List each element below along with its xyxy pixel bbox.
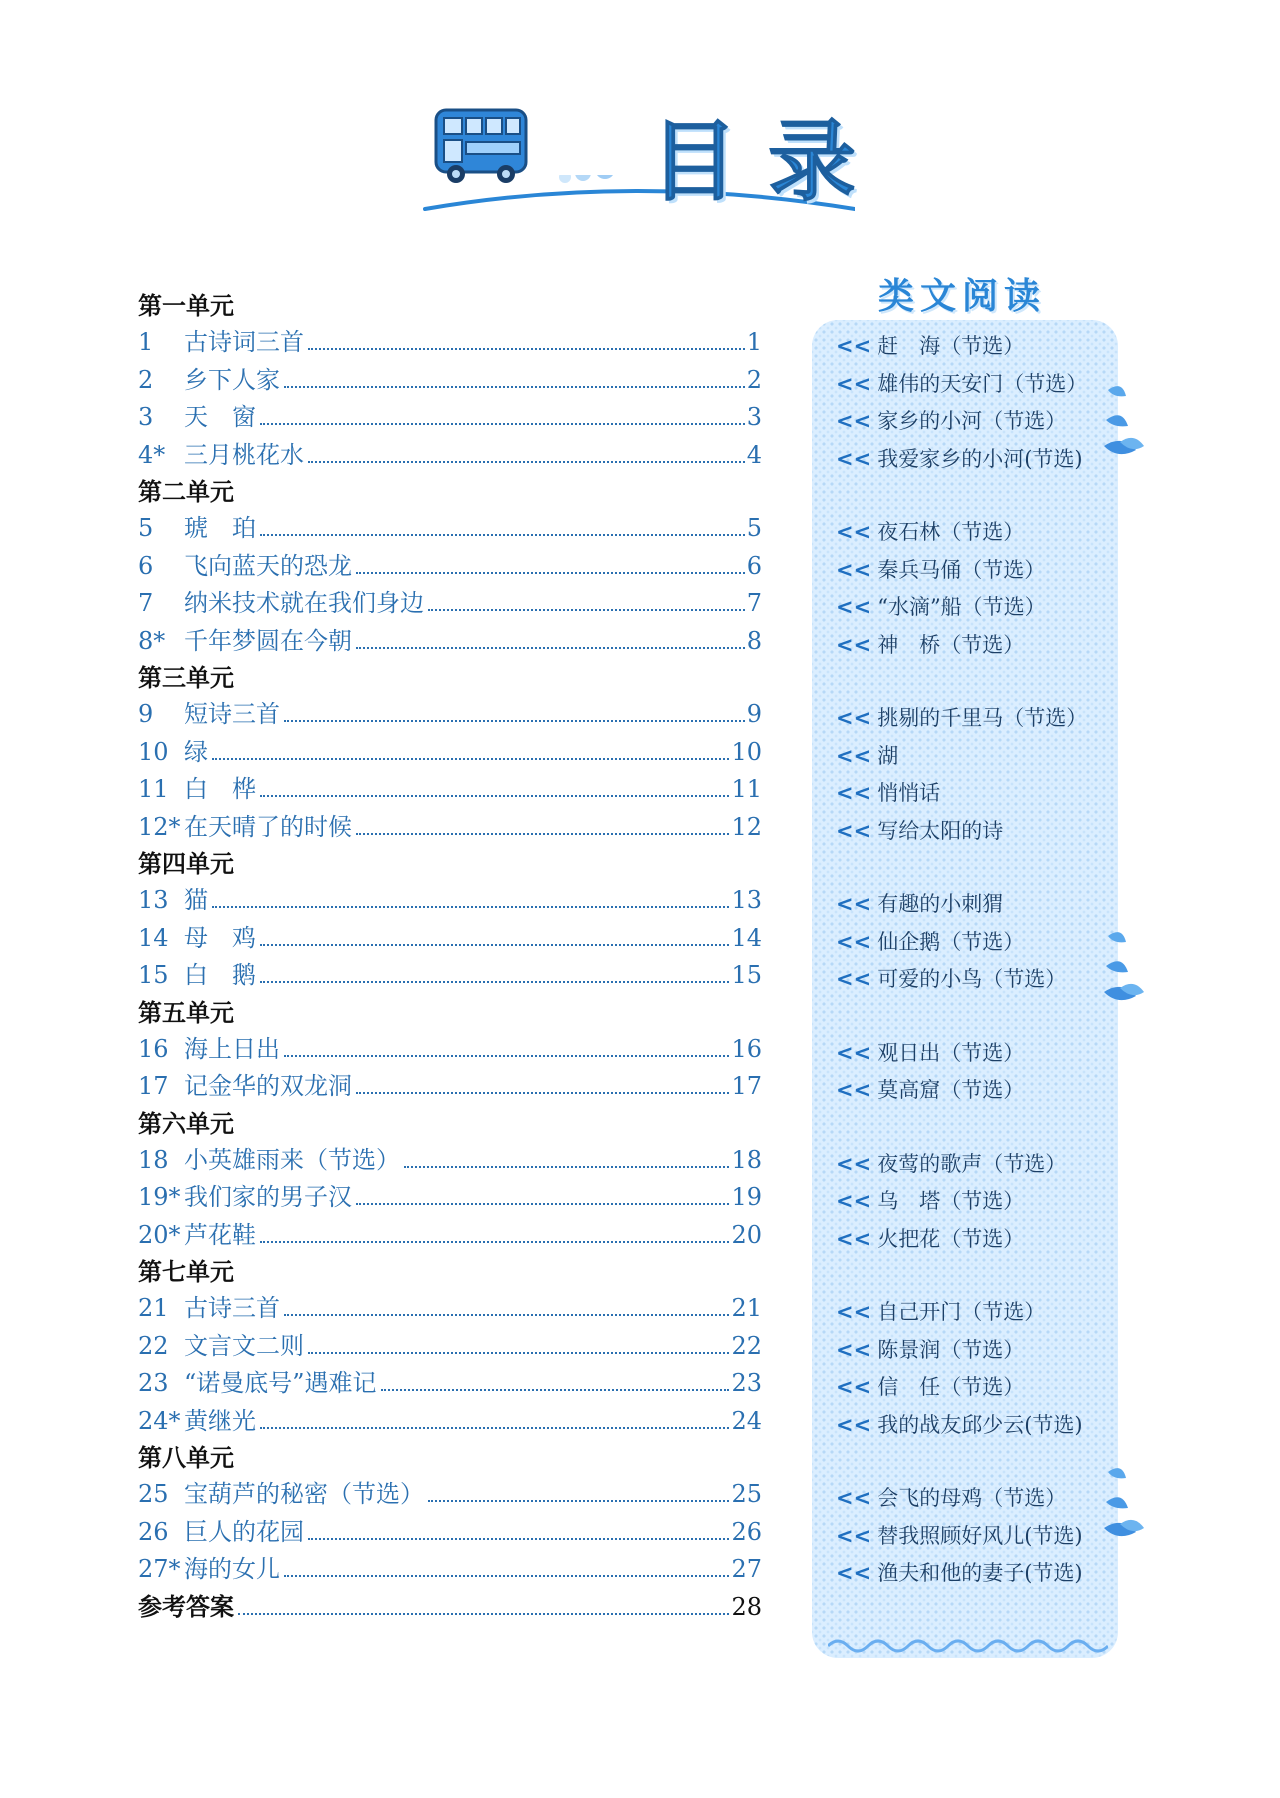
lesson-number: 14 xyxy=(138,923,169,952)
toc-entry[interactable] xyxy=(138,437,762,475)
lesson-number: 17 xyxy=(138,1072,169,1100)
double-chevron-icon: << xyxy=(836,929,872,954)
reading-item[interactable] xyxy=(836,1332,1126,1370)
reading-title: “水滴”船（节选） xyxy=(877,595,1046,619)
page-number: 26 xyxy=(731,1517,762,1546)
toc-entry[interactable] xyxy=(138,1365,762,1403)
toc-entry[interactable] xyxy=(138,1514,762,1552)
reading-title: 仙企鹅（节选） xyxy=(877,929,1025,954)
double-chevron-icon: << xyxy=(836,520,872,544)
lesson-title: 短诗三首 xyxy=(184,700,280,728)
toc-entry[interactable] xyxy=(138,399,762,437)
page-number: 5 xyxy=(746,514,762,542)
dot-leader xyxy=(260,423,745,425)
toc-entry[interactable] xyxy=(138,623,762,661)
reading-title: 家乡的小河（节选） xyxy=(877,409,1067,433)
dot-leader xyxy=(260,944,729,946)
double-chevron-icon: << xyxy=(836,1375,872,1399)
toc-entry[interactable] xyxy=(138,585,762,623)
dot-leader xyxy=(428,609,745,611)
page-number: 6 xyxy=(746,551,762,580)
reading-title: 我的战友邱少云(节选) xyxy=(877,1412,1083,1437)
double-chevron-icon: << xyxy=(836,1040,872,1065)
lesson-title: 海上日出 xyxy=(184,1034,280,1063)
reading-panel-title: 类文阅读 xyxy=(878,276,1047,317)
page-number: 12 xyxy=(731,812,762,841)
lesson-number: 7 xyxy=(138,589,154,617)
lesson-title: 芦花鞋 xyxy=(184,1220,256,1249)
toc-entry[interactable] xyxy=(138,548,762,586)
toc-entry[interactable] xyxy=(138,771,762,809)
page-number: 22 xyxy=(731,1331,762,1360)
reading-title: 渔夫和他的妻子(节选) xyxy=(877,1561,1083,1585)
dot-leader xyxy=(260,981,729,983)
toc-entry[interactable] xyxy=(138,1031,762,1069)
toc-entry[interactable] xyxy=(138,362,762,400)
dot-leader xyxy=(284,386,745,388)
lesson-number: 10 xyxy=(138,737,169,766)
lesson-title: 天 窗 xyxy=(184,403,256,431)
lesson-title: 海的女儿 xyxy=(184,1555,280,1583)
group-spacer xyxy=(836,1258,1126,1294)
reading-item[interactable] xyxy=(836,1555,1126,1593)
leaf-decoration-icon xyxy=(1100,380,1146,464)
double-chevron-icon: << xyxy=(836,1226,872,1251)
toc-entry[interactable] xyxy=(138,809,762,847)
reading-title: 雄伟的天安门（节选） xyxy=(877,371,1088,396)
toc-entry[interactable] xyxy=(138,957,762,995)
group-spacer xyxy=(836,664,1126,700)
reading-item[interactable] xyxy=(836,1072,1126,1110)
double-chevron-icon: << xyxy=(836,967,872,991)
lesson-title: 宝葫芦的秘密（节选） xyxy=(184,1480,424,1508)
double-chevron-icon: << xyxy=(836,1151,872,1176)
page-number: 28 xyxy=(731,1592,762,1621)
lesson-title: 我们家的男子汉 xyxy=(184,1183,352,1211)
lesson-number: 8* xyxy=(138,626,166,655)
reading-item[interactable] xyxy=(836,813,1126,851)
double-chevron-icon: << xyxy=(836,1189,872,1213)
double-chevron-icon: << xyxy=(836,446,872,471)
lesson-number: 26 xyxy=(138,1517,169,1546)
lesson-title: “诺曼底号”遇难记 xyxy=(184,1369,377,1397)
lesson-number: 23 xyxy=(138,1369,169,1397)
lesson-number: 4* xyxy=(138,440,166,469)
dot-leader xyxy=(308,461,745,463)
double-chevron-icon: << xyxy=(836,706,872,730)
table-of-contents xyxy=(138,288,762,1626)
reading-title: 火把花（节选） xyxy=(877,1226,1025,1251)
dot-leader xyxy=(308,1352,729,1354)
reading-item[interactable] xyxy=(836,1518,1126,1556)
lesson-number: 15 xyxy=(138,961,169,989)
page-number: 11 xyxy=(731,775,762,803)
reading-item[interactable] xyxy=(836,1035,1126,1073)
dot-leader xyxy=(308,348,745,350)
lesson-title: 千年梦圆在今朝 xyxy=(184,626,352,655)
page-number: 15 xyxy=(731,961,762,989)
lesson-title: 纳米技术就在我们身边 xyxy=(184,589,424,617)
double-chevron-icon: << xyxy=(836,595,872,619)
dot-leader xyxy=(284,1575,729,1577)
dot-leader xyxy=(260,1427,729,1429)
page-number: 21 xyxy=(731,1294,762,1322)
group-spacer xyxy=(836,1110,1126,1146)
reading-title: 写给太阳的诗 xyxy=(877,818,1004,843)
group-spacer xyxy=(836,478,1126,514)
dot-leader xyxy=(308,1538,729,1540)
reading-item[interactable] xyxy=(836,886,1126,924)
lesson-title: 白 桦 xyxy=(184,775,256,803)
reading-title: 乌 塔（节选） xyxy=(877,1189,1025,1213)
reading-title: 秦兵马俑（节选） xyxy=(877,557,1046,582)
lesson-title: 古诗三首 xyxy=(184,1294,280,1322)
reading-title: 替我照顾好风儿(节选) xyxy=(877,1523,1083,1548)
double-chevron-icon: << xyxy=(836,632,872,657)
lesson-number: 25 xyxy=(138,1480,169,1508)
page-number: 17 xyxy=(731,1072,762,1100)
lesson-title: 白 鹅 xyxy=(184,961,256,989)
dot-leader xyxy=(260,795,729,797)
double-chevron-icon: << xyxy=(836,1078,872,1102)
toc-entry[interactable] xyxy=(138,1142,762,1180)
dot-leader xyxy=(356,572,745,574)
double-chevron-icon: << xyxy=(836,557,872,582)
lesson-title: 绿 xyxy=(184,737,208,766)
reading-title: 挑剔的千里马（节选） xyxy=(877,706,1088,730)
lesson-number: 3 xyxy=(138,403,154,431)
reading-title: 陈景润（节选） xyxy=(877,1337,1025,1362)
dot-leader xyxy=(212,906,729,908)
double-chevron-icon: << xyxy=(836,1300,872,1324)
lesson-number: 5 xyxy=(138,514,154,542)
page-number: 7 xyxy=(746,589,762,617)
reading-title: 观日出（节选） xyxy=(877,1040,1025,1065)
toc-entry[interactable] xyxy=(138,1551,762,1589)
double-chevron-icon: << xyxy=(836,1412,872,1437)
lesson-number: 21 xyxy=(138,1294,169,1322)
lesson-title: 三月桃花水 xyxy=(184,440,304,469)
reading-title: 自己开门（节选） xyxy=(877,1300,1046,1324)
dot-leader xyxy=(284,720,745,722)
reading-item[interactable] xyxy=(836,1183,1126,1221)
reading-title: 莫高窟（节选） xyxy=(877,1078,1025,1102)
page-number: 3 xyxy=(746,403,762,431)
reading-item[interactable] xyxy=(836,924,1126,962)
lesson-title: 古诗词三首 xyxy=(184,328,304,356)
double-chevron-icon: << xyxy=(836,1561,872,1585)
reading-title: 信 任（节选） xyxy=(877,1375,1025,1399)
answers-entry[interactable] xyxy=(138,1589,762,1627)
lesson-number: 12* xyxy=(138,812,181,841)
group-spacer xyxy=(836,850,1126,886)
page-number: 14 xyxy=(731,923,762,952)
lesson-title: 黄继光 xyxy=(184,1406,256,1435)
toc-entry[interactable] xyxy=(138,920,762,958)
leaf-decoration-icon xyxy=(1100,1462,1146,1546)
lesson-number: 9 xyxy=(138,700,154,728)
lesson-title: 记金华的双龙洞 xyxy=(184,1072,352,1100)
reading-title: 悄悄话 xyxy=(877,781,941,805)
toc-entry[interactable] xyxy=(138,1179,762,1217)
page-number: 4 xyxy=(746,440,762,469)
reading-item[interactable] xyxy=(836,1369,1126,1407)
lesson-title: 小英雄雨来（节选） xyxy=(184,1145,400,1174)
unit-heading: 第三单元 xyxy=(138,664,234,692)
lesson-number: 6 xyxy=(138,551,154,580)
toc-entry[interactable] xyxy=(138,1328,762,1366)
unit-heading: 第六单元 xyxy=(138,1109,234,1138)
reading-item[interactable] xyxy=(836,1480,1126,1518)
page-number: 16 xyxy=(731,1034,762,1063)
page-number: 13 xyxy=(731,886,762,914)
reading-item[interactable] xyxy=(836,1146,1126,1184)
dot-leader xyxy=(284,1055,729,1057)
lesson-number: 11 xyxy=(138,775,169,803)
toc-entry[interactable] xyxy=(138,696,762,734)
lesson-number: 18 xyxy=(138,1145,169,1174)
page-number: 18 xyxy=(731,1145,762,1174)
unit-heading: 第四单元 xyxy=(138,850,234,878)
unit-heading: 第二单元 xyxy=(138,478,234,506)
reading-item[interactable] xyxy=(836,328,1126,366)
double-chevron-icon: << xyxy=(836,892,872,916)
reading-item[interactable] xyxy=(836,1294,1126,1332)
reading-title: 我爱家乡的小河(节选) xyxy=(877,446,1083,471)
reading-title: 夜莺的歌声（节选） xyxy=(877,1151,1067,1176)
dot-leader xyxy=(428,1500,729,1502)
lesson-title: 文言文二则 xyxy=(184,1331,304,1360)
reading-title: 会飞的母鸡（节选） xyxy=(877,1486,1067,1510)
double-chevron-icon: << xyxy=(836,818,872,843)
double-chevron-icon: << xyxy=(836,1337,872,1362)
lesson-number: 22 xyxy=(138,1331,169,1360)
bus-icon xyxy=(432,106,532,186)
dot-leader xyxy=(356,647,745,649)
page-number: 27 xyxy=(731,1555,762,1583)
toc-entry[interactable] xyxy=(138,324,762,362)
page-number: 23 xyxy=(731,1369,762,1397)
reading-item[interactable] xyxy=(836,514,1126,552)
dot-leader xyxy=(212,758,729,760)
double-chevron-icon: << xyxy=(836,334,872,358)
group-spacer xyxy=(836,1444,1126,1480)
lesson-number: 19* xyxy=(138,1183,181,1211)
unit-heading: 第七单元 xyxy=(138,1258,234,1286)
toc-entry[interactable] xyxy=(138,882,762,920)
page-number: 1 xyxy=(746,328,762,356)
lesson-number: 24* xyxy=(138,1406,181,1435)
leaf-decoration-icon xyxy=(1100,926,1146,1010)
lesson-number: 1 xyxy=(138,328,154,356)
reading-title: 湖 xyxy=(877,743,899,768)
dot-leader xyxy=(356,1092,729,1094)
reading-title: 赶 海（节选） xyxy=(877,334,1025,358)
reading-title: 夜石林（节选） xyxy=(877,520,1025,544)
lesson-title: 母 鸡 xyxy=(184,923,256,952)
page-number: 10 xyxy=(731,737,762,766)
lesson-title: 琥 珀 xyxy=(184,514,256,542)
page-number: 20 xyxy=(731,1220,762,1249)
page-number: 19 xyxy=(731,1183,762,1211)
page-number: 24 xyxy=(731,1406,762,1435)
toc-entry[interactable] xyxy=(138,510,762,548)
dot-leader xyxy=(238,1613,729,1615)
reading-item[interactable] xyxy=(836,366,1126,404)
reading-item[interactable] xyxy=(836,589,1126,627)
reading-item[interactable] xyxy=(836,552,1126,590)
lesson-title: 飞向蓝天的恐龙 xyxy=(184,551,352,580)
toc-entry[interactable] xyxy=(138,1217,762,1255)
page-number: 9 xyxy=(746,700,762,728)
reading-title: 可爱的小鸟（节选） xyxy=(877,967,1067,991)
toc-entry[interactable] xyxy=(138,1068,762,1106)
double-chevron-icon: << xyxy=(836,1486,872,1510)
toc-entry[interactable] xyxy=(138,1476,762,1514)
dot-leader xyxy=(260,534,745,536)
lesson-title: 乡下人家 xyxy=(184,365,280,394)
dot-leader xyxy=(356,833,729,835)
toc-entry[interactable] xyxy=(138,734,762,772)
reading-item[interactable] xyxy=(836,775,1126,813)
double-chevron-icon: << xyxy=(836,743,872,768)
reading-title: 有趣的小刺猬 xyxy=(877,892,1004,916)
toc-entry[interactable] xyxy=(138,1403,762,1441)
lesson-title: 猫 xyxy=(184,886,208,914)
reading-list xyxy=(836,328,1126,1593)
lesson-number: 27* xyxy=(138,1555,181,1583)
toc-entry[interactable] xyxy=(138,1290,762,1328)
page-number: 8 xyxy=(746,626,762,655)
lesson-number: 2 xyxy=(138,365,154,394)
reading-item[interactable] xyxy=(836,700,1126,738)
reading-item[interactable] xyxy=(836,961,1126,999)
reading-item[interactable] xyxy=(836,627,1126,665)
dot-leader xyxy=(260,1241,729,1243)
lesson-number: 16 xyxy=(138,1034,169,1063)
unit-heading: 第五单元 xyxy=(138,998,234,1027)
reading-item[interactable] xyxy=(836,403,1126,441)
lesson-title: 巨人的花园 xyxy=(184,1517,304,1546)
dot-leader xyxy=(381,1389,730,1391)
double-chevron-icon: << xyxy=(836,409,872,433)
group-spacer xyxy=(836,999,1126,1035)
page-number: 25 xyxy=(731,1480,762,1508)
reading-item[interactable] xyxy=(836,441,1126,479)
double-chevron-icon: << xyxy=(836,781,872,805)
dot-leader xyxy=(356,1203,729,1205)
reading-item[interactable] xyxy=(836,738,1126,776)
page-header xyxy=(0,0,1280,230)
lesson-number: 13 xyxy=(138,886,169,914)
dot-leader xyxy=(404,1166,729,1168)
wave-border-icon xyxy=(828,1636,1108,1656)
lesson-title: 在天晴了的时候 xyxy=(184,812,352,841)
double-chevron-icon: << xyxy=(836,1523,872,1548)
reading-item[interactable] xyxy=(836,1221,1126,1259)
dot-leader xyxy=(284,1314,729,1316)
unit-heading: 第八单元 xyxy=(138,1444,234,1472)
page-title: 目录 xyxy=(650,110,887,213)
unit-heading: 第一单元 xyxy=(138,292,234,320)
double-chevron-icon: << xyxy=(836,371,872,396)
reading-title: 神 桥（节选） xyxy=(877,632,1025,657)
reading-item[interactable] xyxy=(836,1407,1126,1445)
page-number: 2 xyxy=(746,365,762,394)
lesson-number: 20* xyxy=(138,1220,181,1249)
answers-title: 参考答案 xyxy=(138,1592,234,1621)
